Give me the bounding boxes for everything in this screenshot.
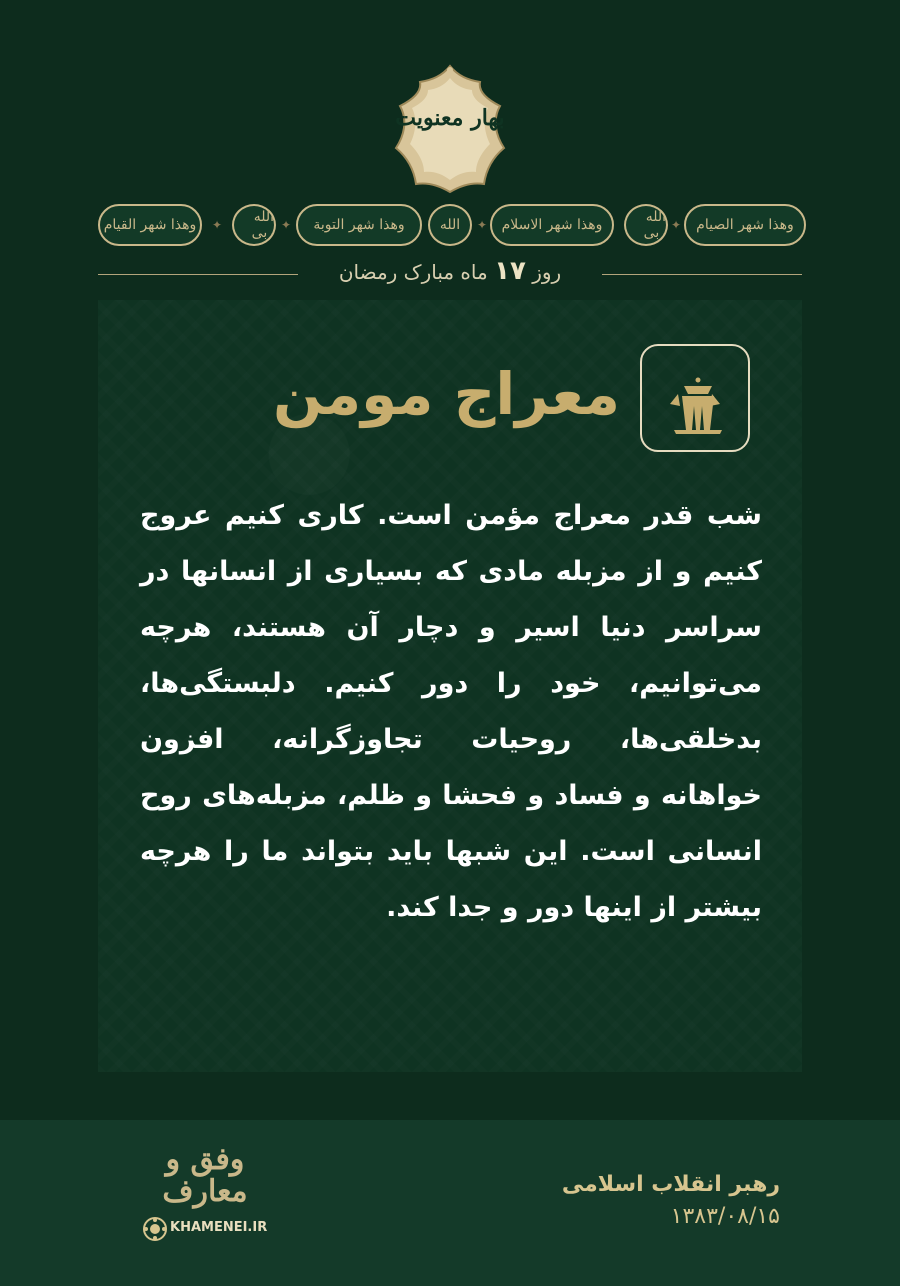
cartouche-6: الله ربی: [624, 204, 668, 246]
site-logo[interactable]: [140, 1138, 270, 1258]
cartouche-row: [98, 202, 806, 250]
day-number: ۱۷: [494, 256, 526, 286]
emblem-text: بهار معنویت: [395, 105, 505, 131]
cartouche-7: وهذا شهر الصیام: [684, 204, 806, 246]
cartouche-3: وهذا شهر التوبة: [296, 204, 422, 246]
quote-line: خواهانه و فساد و فحشا و ظلم، مزبله‌های روح: [140, 780, 762, 811]
logo-site-name: KHAMENEI.IR: [170, 1220, 268, 1235]
day-prefix: روز: [532, 260, 562, 284]
divider-left: [98, 274, 298, 275]
day-suffix: ماه مبارک رمضان: [338, 260, 488, 284]
day-label: [300, 256, 600, 286]
cartouche-5: وهذا شهر الاسلام: [490, 204, 614, 246]
ornament-divider: ✦: [211, 218, 223, 232]
ornament-divider: ✦: [670, 218, 682, 232]
quote-line: می‌توانیم، خود را دور کنیم. دلبستگی‌ها،: [140, 668, 762, 699]
ornament-divider: ✦: [476, 218, 488, 232]
ornament-divider: [614, 206, 624, 244]
speech-date: ۱۳۸۳/۰۸/۱۵: [670, 1204, 780, 1229]
emblem-logo: [392, 62, 508, 194]
quote-line: بیشتر از اینها دور و جدا کند.: [386, 892, 762, 923]
quote-line: کنیم و از مزبله مادی که بسیاری از انسانها در: [140, 556, 762, 587]
minaret-icon-box: [640, 344, 750, 452]
footer-bar: [0, 1120, 900, 1286]
speaker-title: رهبر انقلاب اسلامی: [561, 1172, 780, 1197]
quote-line: بدخلقی‌ها، روحیات تجاوزگرانه، افزون: [140, 724, 762, 755]
card-title: معراج مومن: [273, 360, 620, 428]
cartouche-2: الله ربی: [232, 204, 276, 246]
ornament-divider: ✦: [280, 218, 292, 232]
quote-line: شب قدر معراج مؤمن است. کاری کنیم عروج: [140, 500, 762, 531]
quote-body: [140, 488, 762, 936]
cartouche-1: وهذا شهر القیام: [98, 204, 202, 246]
logo-flower-icon: [142, 1216, 168, 1242]
quote-line: سراسر دنیا اسیر و دچار آن هستند، هرچه: [140, 612, 762, 643]
divider-right: [602, 274, 802, 275]
minaret-crescent-icon: [642, 346, 748, 450]
logo-calligraphy: وفق و معارف: [162, 1142, 248, 1209]
cartouche-4: الله: [428, 204, 472, 246]
quote-line: انسانی است. این شبها باید بتواند ما را هرچه: [140, 836, 762, 867]
